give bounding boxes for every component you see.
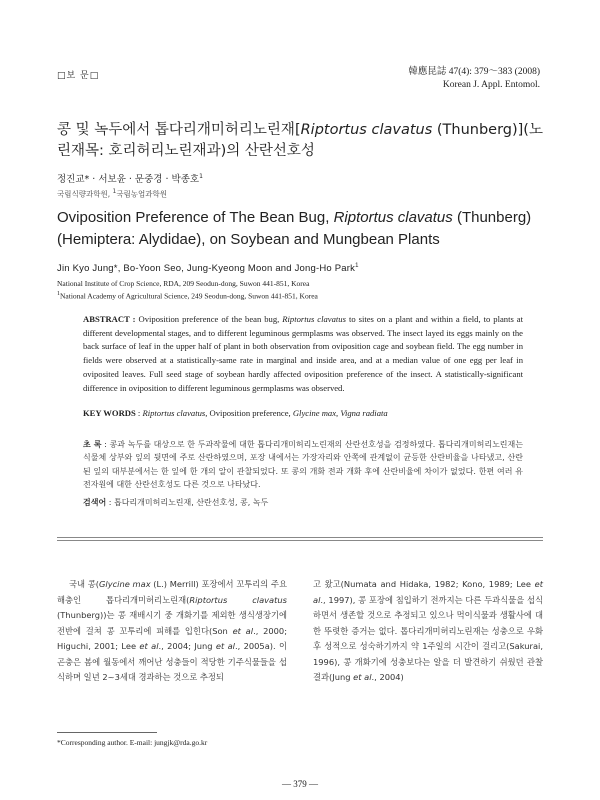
- body-text: (L.) Merrill) 포장에서 꼬투리의 주요 해충인 톱다리개미허리노린재(: [57, 579, 287, 605]
- korean-title-species: Riptortus clavatus: [300, 122, 433, 138]
- journal-citation: [408, 66, 540, 92]
- korean-affiliation-2: 국립농업과학원: [116, 189, 168, 199]
- keyword: Riptortus clavatus: [142, 408, 206, 418]
- body-text: ., 2004; Jung: [158, 641, 216, 651]
- korean-title-part: (Thunberg)](노린재목: 호리허리노린재과)의 산란선호성: [57, 122, 543, 159]
- english-affiliations: [57, 278, 318, 302]
- affiliation-marker: 1: [355, 263, 359, 269]
- body-column-right: [313, 577, 543, 686]
- section-divider: [57, 537, 543, 538]
- korean-affiliation-1: 국립식량과학원,: [57, 189, 113, 199]
- korean-title: [57, 120, 547, 162]
- english-authors: [57, 263, 359, 274]
- korean-keywords-label: 검색어: [83, 498, 107, 507]
- korean-affiliation: [57, 188, 167, 200]
- body-text: (Thunberg))는 콩 재배시기 중 개화기를 제외한 생식생장기에 전반에 걸쳐 콩 꼬투리에 피해를 입힌다(Son: [57, 610, 287, 636]
- english-affiliation-1: National Institute of Crop Science, RDA, 209 Seodun-dong, Suwon 441-851, Korea: [57, 279, 310, 288]
- body-italic: et al: [353, 672, 372, 682]
- affiliation-marker: 1: [199, 172, 203, 180]
- body-italic: et al: [313, 579, 543, 605]
- body-column-left: [57, 577, 287, 686]
- abstract-label: ABSTRACT :: [83, 314, 136, 324]
- affiliation-marker: 1: [57, 291, 60, 297]
- korean-title-part: 콩 및 녹두에서 톱다리개미허리노린재[: [57, 122, 301, 138]
- body-text: 국내 콩(: [69, 579, 99, 589]
- keyword-sep: ,: [336, 408, 341, 418]
- journal-citation-en: Korean J. Appl. Entomol.: [442, 80, 540, 90]
- footnote-rule: [57, 732, 157, 733]
- english-title-part: (Thunberg) (Hemiptera: Alydidae), on Soybean and Mungbean Plants: [57, 209, 532, 248]
- english-authors-names: Jin Kyo Jung*, Bo-Yoon Seo, Jung-Kyeong Moon and Jong-Ho Park: [57, 263, 356, 275]
- body-text: ., 2005a). 이 곤충은 봄에 월동에서 깨어난 성충들이 적당한 기주식물들을 섭식하며 일년 2~3세대 경과하는 것으로 추정되: [57, 641, 288, 682]
- english-title-part: Oviposition Preference of The Bean Bug,: [57, 209, 334, 226]
- korean-abstract: [83, 438, 523, 492]
- abstract-text: Oviposition preference of the bean bug,: [135, 314, 283, 324]
- abstract-text: to sites on a plant and within a field, to plants at different developmental stages, and to different leguminous germplasms was observed. The insect layed its eggs mainly on the back surface of leaf in the upper half of plant in both observation from oviposition cage and soybean field. The egg number in fields were observed at a statistically-same rate in marginal and inside area, and at a median value of one egg per leaf in oviposited leaves. Full seed stage of soybean hardly affected oviposition preference of the insect. A statistically-significant difference in oviposition to different leguminous germplasms was observed.: [83, 314, 524, 393]
- korean-authors: [57, 171, 203, 185]
- korean-abstract-text: : 콩과 녹두를 대상으로 한 두과작물에 대한 톱다리개미허리노린재의 산란선호성을 검정하였다. 톱다리개미허리노린재는 식물체 상부와 잎의 뒷면에 주로 산란하였으며, 포장 내에서는 가장자리와 안쪽에 관계없이 균등한 산란비율을 나타냈고, 산란된 잎의 대부분에서는 한 잎에 한 개의 알이 관찰되었다. 또 콩의 개화 전과 개화 후에 산란비율에 차이가 없었다. 한편 여러 유전자원에 대한 산란선호성도 다른 것으로 나타났다.: [83, 440, 523, 490]
- body-text: ., 2004): [371, 672, 404, 682]
- korean-keywords-text: : 톱다리개미허리노린재, 산란선호성, 콩, 녹두: [106, 498, 269, 507]
- abstract-species: Riptortus clavatus: [282, 314, 346, 324]
- body-text: ., 1997), 콩 포장에 침입하기 전까지는 다른 두과식물을 섭식하면서 생존할 것으로 추정되고 있으나 먹이식물과 생활사에 대한 뚜렷한 증거는 없다. 톱다리개미허리노린재는 성충으로 우화 후 성적으로 성숙하기까지 약 1주일의 시간이 걸리고(Sakurai, 1996), 콩 개화기에 성충보다는 알을 더 발견하기 쉬웠던 관찰 결과(Jung: [313, 594, 543, 682]
- body-italic: et al: [215, 641, 235, 651]
- keyword: Vigna radiata: [340, 408, 388, 418]
- english-affiliation-2-text: National Academy of Agricultural Science, 249 Seodun-dong, Suwon 441-851, Korea: [60, 291, 318, 301]
- english-title-species: Riptortus clavatus: [333, 209, 453, 226]
- page-number: — 379 —: [282, 779, 318, 789]
- body-text: 고 왔고(Numata and Hidaka, 1982; Kono, 1989; Lee: [313, 579, 535, 589]
- korean-keywords: [83, 497, 523, 508]
- journal-citation-ko: 韓應昆誌 47(4): 379～383 (2008): [408, 67, 540, 77]
- section-divider: [57, 540, 543, 541]
- footnote: *Corresponding author. E-mail: jungjk@rda.go.kr: [57, 738, 208, 747]
- english-abstract: [83, 313, 523, 395]
- english-affiliation-2: [57, 289, 318, 302]
- body-text: ., 2000; Higuchi, 2001; Lee: [57, 625, 287, 651]
- korean-authors-names: 정진교* · 서보윤 · 문중경 · 박종호: [57, 174, 200, 185]
- korean-abstract-label: 초 록: [83, 440, 102, 449]
- keywords-sep: :: [135, 408, 143, 418]
- keyword: Glycine max: [292, 408, 337, 418]
- body-italic: et al: [232, 625, 254, 636]
- keywords-label: KEY WORDS: [83, 408, 136, 418]
- english-keywords: [83, 408, 523, 418]
- body-italic: Glycine max: [98, 579, 151, 589]
- english-title: [57, 207, 557, 251]
- section-label: □보 문□: [57, 71, 100, 81]
- affiliation-marker: 1: [112, 188, 117, 195]
- body-italic: Riptortus clavatus: [189, 594, 287, 605]
- body-italic: et al: [139, 641, 159, 651]
- keyword: , Oviposition preference,: [205, 408, 293, 418]
